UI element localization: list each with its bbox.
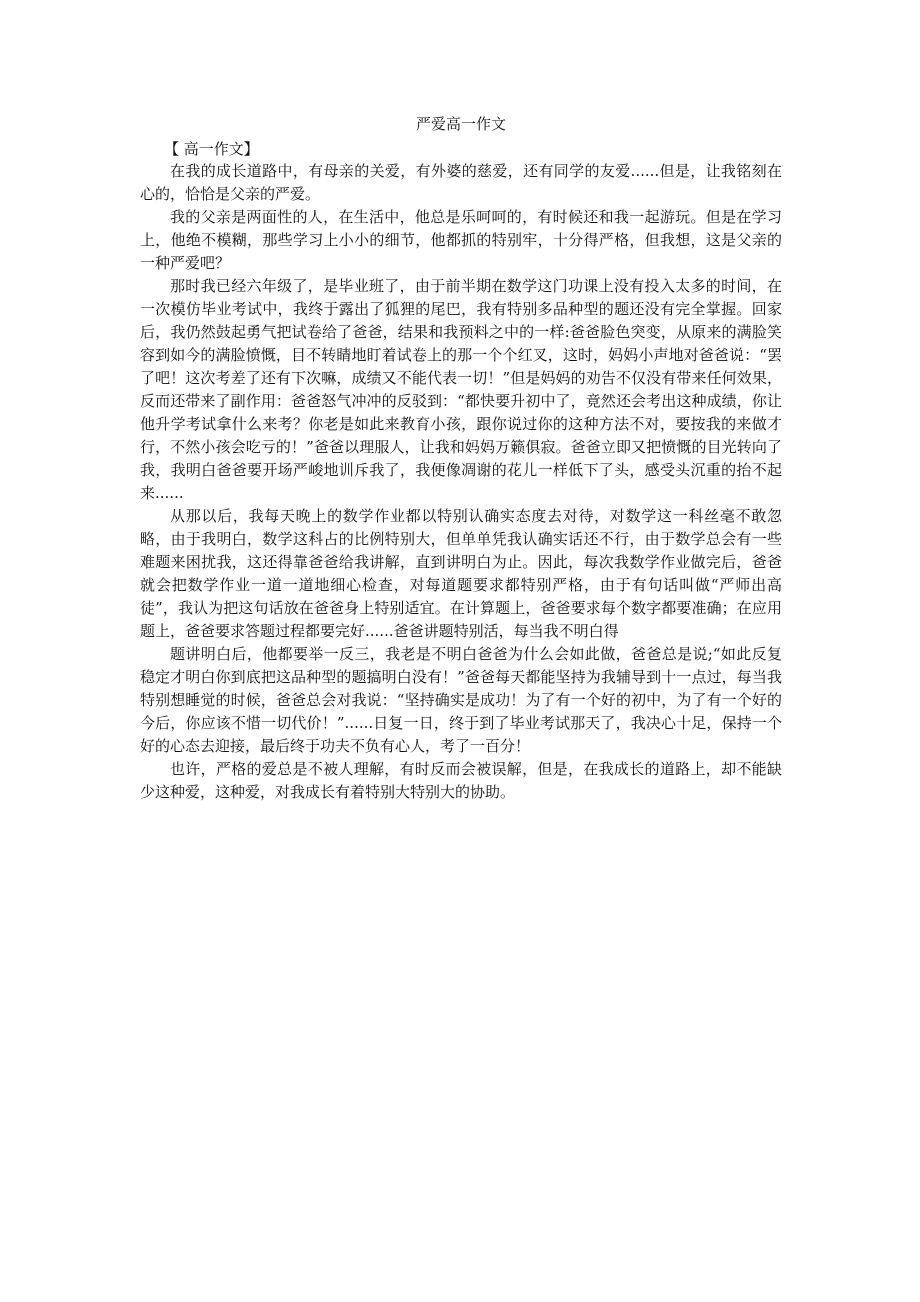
- paragraph-5: 题讲明白后，他都要举一反三，我老是不明白爸爸为什么会如此做，爸爸总是说;“如此反复稳定才明白你到底把这品种型的题搞明白没有！”爸爸每天都能坚持为我辅导到十一点过，每当我特别想睡觉的时候，爸爸总会对我说：“坚持确实是成功！为了有一个好的初中，为了有一个好的今后，你应该不惜一切代价！”......日复一日，终于到了毕业考试那天了，我决心十足，保持一个好的心态去迎接，最后终于功夫不负有心人，考了一百分！: [140, 645, 782, 755]
- document-title: 严爱高一作文: [415, 115, 506, 133]
- document-page: [140, 112, 782, 804]
- paragraph-6: 也许，严格的爱总是不被人理解，有时反而会被误解，但是，在我成长的道路上，却不能缺少这种爱，这种爱，对我成长有着特别大特别大的协助。: [140, 760, 782, 801]
- paragraph-3: 那时我已经六年级了，是毕业班了，由于前半期在数学这门功课上没有投入太多的时间，在一次模仿毕业考试中，我终于露出了狐狸的尾巴，我有特别多品种型的题还没有完全掌握。回家后，我仍然鼓起勇气把试卷给了爸爸，结果和我预料之中的一样:爸爸脸色突变，从原来的满脸笑容到如今的满脸愤慨，目不转睛地盯着试卷上的那一个个红叉，这时，妈妈小声地对爸爸说：“罢了吧！这次考差了还有下次嘛，成绩又不能代表一切！”但是妈妈的劝告不仅没有带来任何效果，反而还带来了副作用：爸爸怒气冲冲的反驳到：“都快要升初中了，竟然还会考出这种成绩，你让他升学考试拿什么来考？你老是如此来教育小孩，跟你说过你的这种方法不对，要按我的来做才行，不然小孩会吃亏的！”爸爸以理服人，让我和妈妈万籁俱寂。爸爸立即又把愤慨的目光转向了我，我明白爸爸要开场严峻地训斥我了，我便像凋谢的花儿一样低下了头，感受头沉重的抬不起来......: [140, 277, 782, 502]
- category-tag: 【 高一作文】: [164, 140, 259, 158]
- paragraph-1: 在我的成长道路中，有母亲的关爱，有外婆的慈爱，还有同学的友爱......但是，让我铭刻在心的，恰恰是父亲的严爱。: [140, 162, 782, 203]
- paragraph-4: 从那以后，我每天晚上的数学作业都以特别认确实态度去对待，对数学这一科丝毫不敢忽略，由于我明白，数学这科占的比例特别大，但单单凭我认确实话还不行，由于数学总会有一些难题来困扰我，这还得靠爸爸给我讲解，直到讲明白为止。因此，每次我数学作业做完后，爸爸就会把数学作业一道一道地细心检查，对每道题要求都特别严格，由于有句话叫做“严师出高徒”，我认为把这句话放在爸爸身上特别适宜。在计算题上，爸爸要求每个数字都要准确；在应用题上，爸爸要求答题过程都要完好......爸爸讲题特别活，每当我不明白得: [140, 507, 782, 640]
- paragraph-2: 我的父亲是两面性的人，在生活中，他总是乐呵呵的，有时候还和我一起游玩。但是在学习上，他绝不模糊，那些学习上小小的细节，他都抓的特别牢，十分得严格，但我想，这是父亲的一种严爱吧？: [140, 208, 782, 272]
